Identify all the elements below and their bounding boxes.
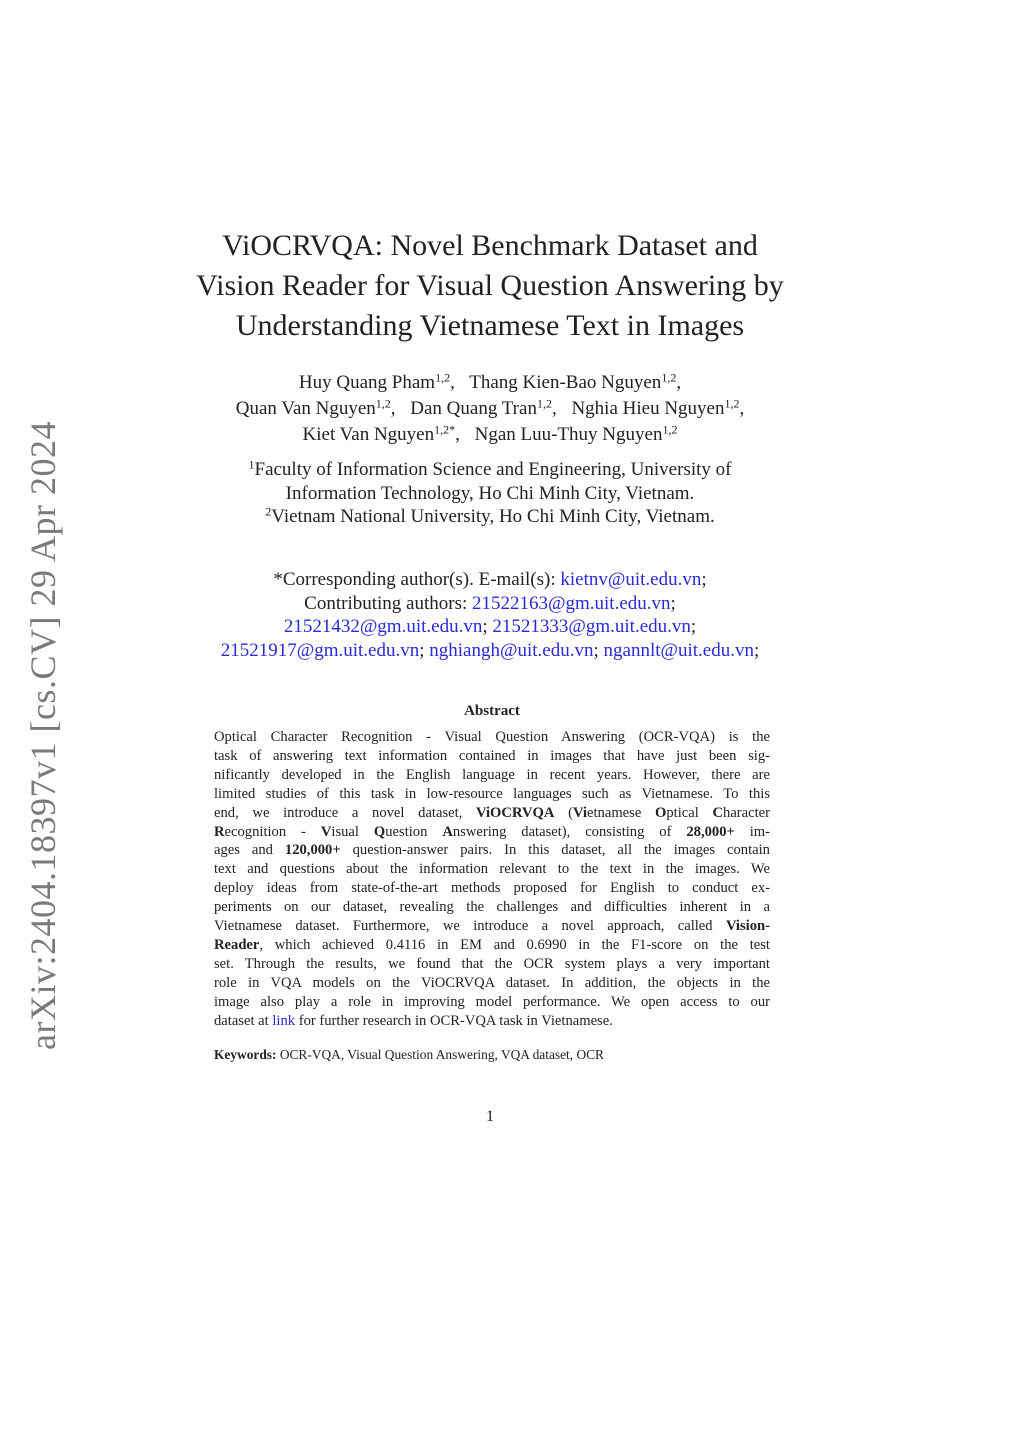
author-name: Thang Kien-Bao Nguyen [469,372,662,393]
affiliation-text: Faculty of Information Science and Engineering, University of [254,459,732,480]
affiliation-text: Vietnam National University, Ho Chi Minh City, Vietnam. [271,506,715,527]
author-name: Ngan Luu-Thuy Nguyen [474,424,663,445]
separator: ; [482,616,488,637]
abstract-line: Recognition - Visual Question Answering dataset), consisting of 28,000+ im- [214,823,771,840]
email-link[interactable]: 21521333@gm.uit.edu.vn [492,616,691,637]
abstract-line: role in VQA models on the ViOCRVQA dataset. In addition, the objects in the [214,974,770,991]
abstract-line: nificantly developed in the English language in recent years. However, there are [214,766,770,783]
abstract-heading: Abstract [464,703,520,719]
author-affiliation-mark: 1,2 [375,396,391,411]
author-affiliation-mark: 1,2* [434,422,456,437]
email-link[interactable]: nghiangh@uit.edu.vn [429,639,594,661]
corresponding-author-label: *Corresponding author(s). E-mail(s): [273,569,561,590]
email-link[interactable]: ngannlt@uit.edu.vn [603,639,754,661]
email-link[interactable]: 21522163@gm.uit.edu.vn [472,592,671,614]
paper-title [150,226,830,346]
author-list: Huy Quang Pham$^{1,2}$, Thang Kien-Bao Nguyen$^{1,2}$, Quan Van Nguyen$^{1,2}$, Dan Quang Tran$^{1,2}$, Nghia Hieu Nguyen$^{1,2}$, Kiet Van Nguyen$^{1,2*}$, Ngan Luu-Thuy Nguyen$^{1,2}$ [235,370,745,445]
author-name: Quan Van Nguyen [235,398,376,419]
author-affiliation-mark: 1,2 [662,422,678,437]
separator: ; [690,616,697,637]
separator: ; [419,639,425,661]
author-name: Huy Quang Pham [298,372,436,393]
dataset-link[interactable]: link [272,1012,296,1029]
abstract-line: task of answering text information contained in images that have just been sig- [214,747,770,764]
author-name: Nghia Hieu Nguyen [571,398,725,419]
abstract-line: Vietnamese dataset. Furthermore, we introduce a novel approach, called Vision- [214,918,770,935]
separator: ; [754,639,760,661]
contributing-authors-label: Contributing authors: [304,592,472,614]
author-name: Kiet Van Nguyen [302,424,435,445]
affiliation-mark: 1 [248,457,255,472]
separator: ; [701,569,707,590]
abstract-line: Optical Character Recognition - Visual Question Answering (OCR-VQA) is the [214,729,770,745]
author-affiliation-mark: 1,2 [724,396,740,411]
email-link[interactable]: 21521432@gm.uit.edu.vn [283,616,483,637]
separator: ; [593,639,599,661]
affiliation-mark: 2 [265,504,272,519]
email-link[interactable]: 21521917@gm.uit.edu.vn [220,639,420,661]
author-name: Dan Quang Tran [410,398,537,419]
separator: ; [670,592,676,614]
keywords-text: OCR-VQA, Visual Question Answering, VQA dataset, OCR [276,1047,604,1062]
author-affiliation-mark: 1,2 [536,396,552,411]
author-affiliation-mark: 1,2 [435,370,451,385]
abstract-line: text and questions about the information relevant to the text in the images. We [214,861,770,878]
author-affiliation-mark: 1,2 [661,370,677,385]
affiliation-text: Information Technology, Ho Chi Minh City, Vietnam. [285,482,695,504]
keywords-label: Keywords: [214,1047,277,1062]
title-line: Vision Reader for Visual Question Answering by [196,269,784,302]
abstract-line: periments on our dataset, revealing the challenges and difficulties inherent in a [214,899,770,916]
abstract-line: deploy ideas from state-of-the-art methods proposed for English to conduct ex- [214,880,770,897]
abstract-line: dataset at link for further research in OCR-VQA task in Vietnamese. [214,1012,613,1029]
email-link[interactable]: kietnv@uit.edu.vn [560,569,702,590]
title-line: Understanding Vietnamese Text in Images [235,309,745,342]
abstract-line: set. Through the results, we found that the OCR system plays a very important [214,955,770,972]
arxiv-identifier-stamp: arXiv:2404.18397v1 [cs.CV] 29 Apr 2024 [23,421,63,1050]
abstract-line: image also play a role in improving model performance. We open access to our [214,993,770,1010]
title-line: ViOCRVQA: Novel Benchmark Dataset and [222,229,758,262]
abstract-body [214,728,770,1031]
keywords [214,1046,770,1064]
abstract-line: ages and 120,000+ question-answer pairs. In this dataset, all the images contain [214,842,770,859]
abstract-line: end, we introduce a novel dataset, ViOCRVQA (Vietnamese Optical Character [214,804,770,821]
correspondence-block [150,568,830,662]
affiliations [150,458,830,529]
abstract-line: Reader, which achieved 0.4116 in EM and 0.6990 in the F1-score on the test [214,936,770,953]
abstract-line: limited studies of this task in low-resource languages such as Vietnamese. To this [214,785,770,802]
page-number: 1 [486,1108,494,1125]
